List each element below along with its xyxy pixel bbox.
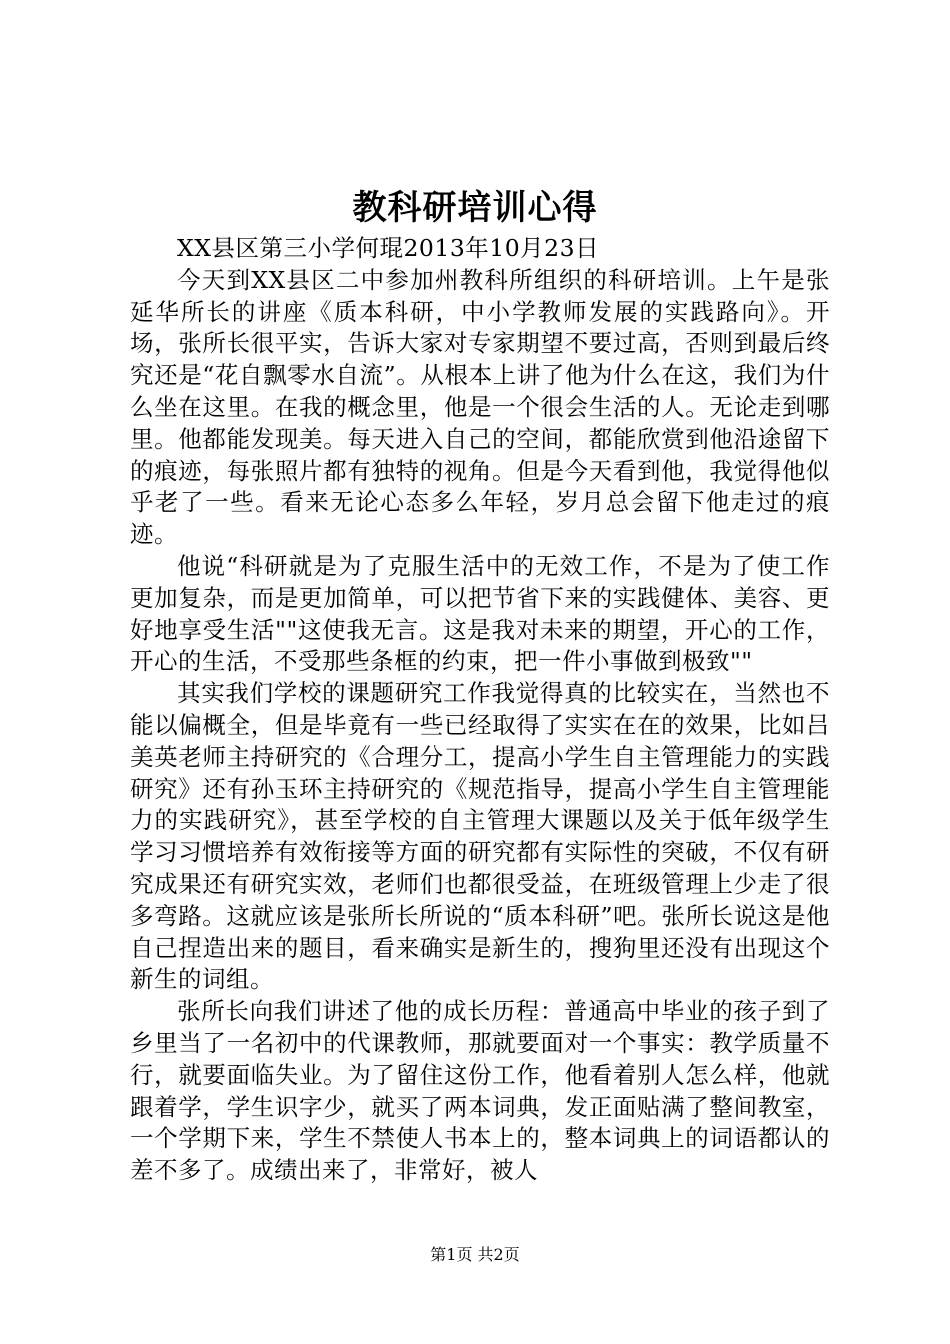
page-footer: 第1页 共2页 bbox=[430, 1245, 520, 1264]
author-line: XX县区第三小学何琨2013年10月23日 bbox=[177, 234, 600, 262]
document-body bbox=[130, 233, 830, 1187]
paragraph: 他说“科研就是为了克服生活中的无效工作，不是为了使工作更加复杂，而是更加简单，可以把节省下来的实践健体、美容、更好地享受生活""这使我无言。这是我对未来的期望，开心的工作，开心的生活，不受那些条框的约束，把一件小事做到极致"" bbox=[130, 551, 830, 676]
paragraph: 其实我们学校的课题研究工作我觉得真的比较实在，当然也不能以偏概全，但是毕竟有一些已经取得了实实在在的效果，比如吕美英老师主持研究的《合理分工，提高小学生自主管理能力的实践研究》还有孙玉环主持研究的《规范指导，提高小学生自主管理能力的实践研究》，甚至学校的自主管理大课题以及关于低年级学生学习习惯培养有效衔接等方面的研究都有实际性的突破，不仅有研究成果还有研究实效，老师们也都很受益，在班级管理上少走了很多弯路。这就应该是张所长所说的“质本科研”吧。张所长说这是他自己捏造出来的题目，看来确实是新生的，搜狗里还没有出现这个新生的词组。 bbox=[130, 679, 830, 994]
document-title: 教科研培训心得 bbox=[352, 188, 598, 228]
paragraph: 今天到XX县区二中参加州教科所组织的科研培训。上午是张延华所长的讲座《质本科研，中小学教师发展的实践路向》。开场，张所长很平实，告诉大家对专家期望不要过高，否则到最后终究还是“花自飘零水自流”。从根本上讲了他为什么在这，我们为什么坐在这里。在我的概念里，他是一个很会生活的人。无论走到哪里。他都能发现美。每天进入自己的空间，都能欣赏到他沿途留下的痕迹，每张照片都有独特的视角。但是今天看到他，我觉得他似乎老了一些。看来无论心态多么年轻，岁月总会留下他走过的痕迹。 bbox=[130, 265, 830, 549]
paragraph: 张所长向我们讲述了他的成长历程：普通高中毕业的孩子到了乡里当了一名初中的代课教师，那就要面对一个事实：教学质量不行，就要面临失业。为了留住这份工作，他看着别人怎么样，他就跟着学，学生识字少，就买了两本词典，发正面贴满了整间教室，一个学期下来，学生不禁使人书本上的，整本词典上的词语都认的差不多了。成绩出来了，非常好，被人 bbox=[130, 997, 830, 1185]
